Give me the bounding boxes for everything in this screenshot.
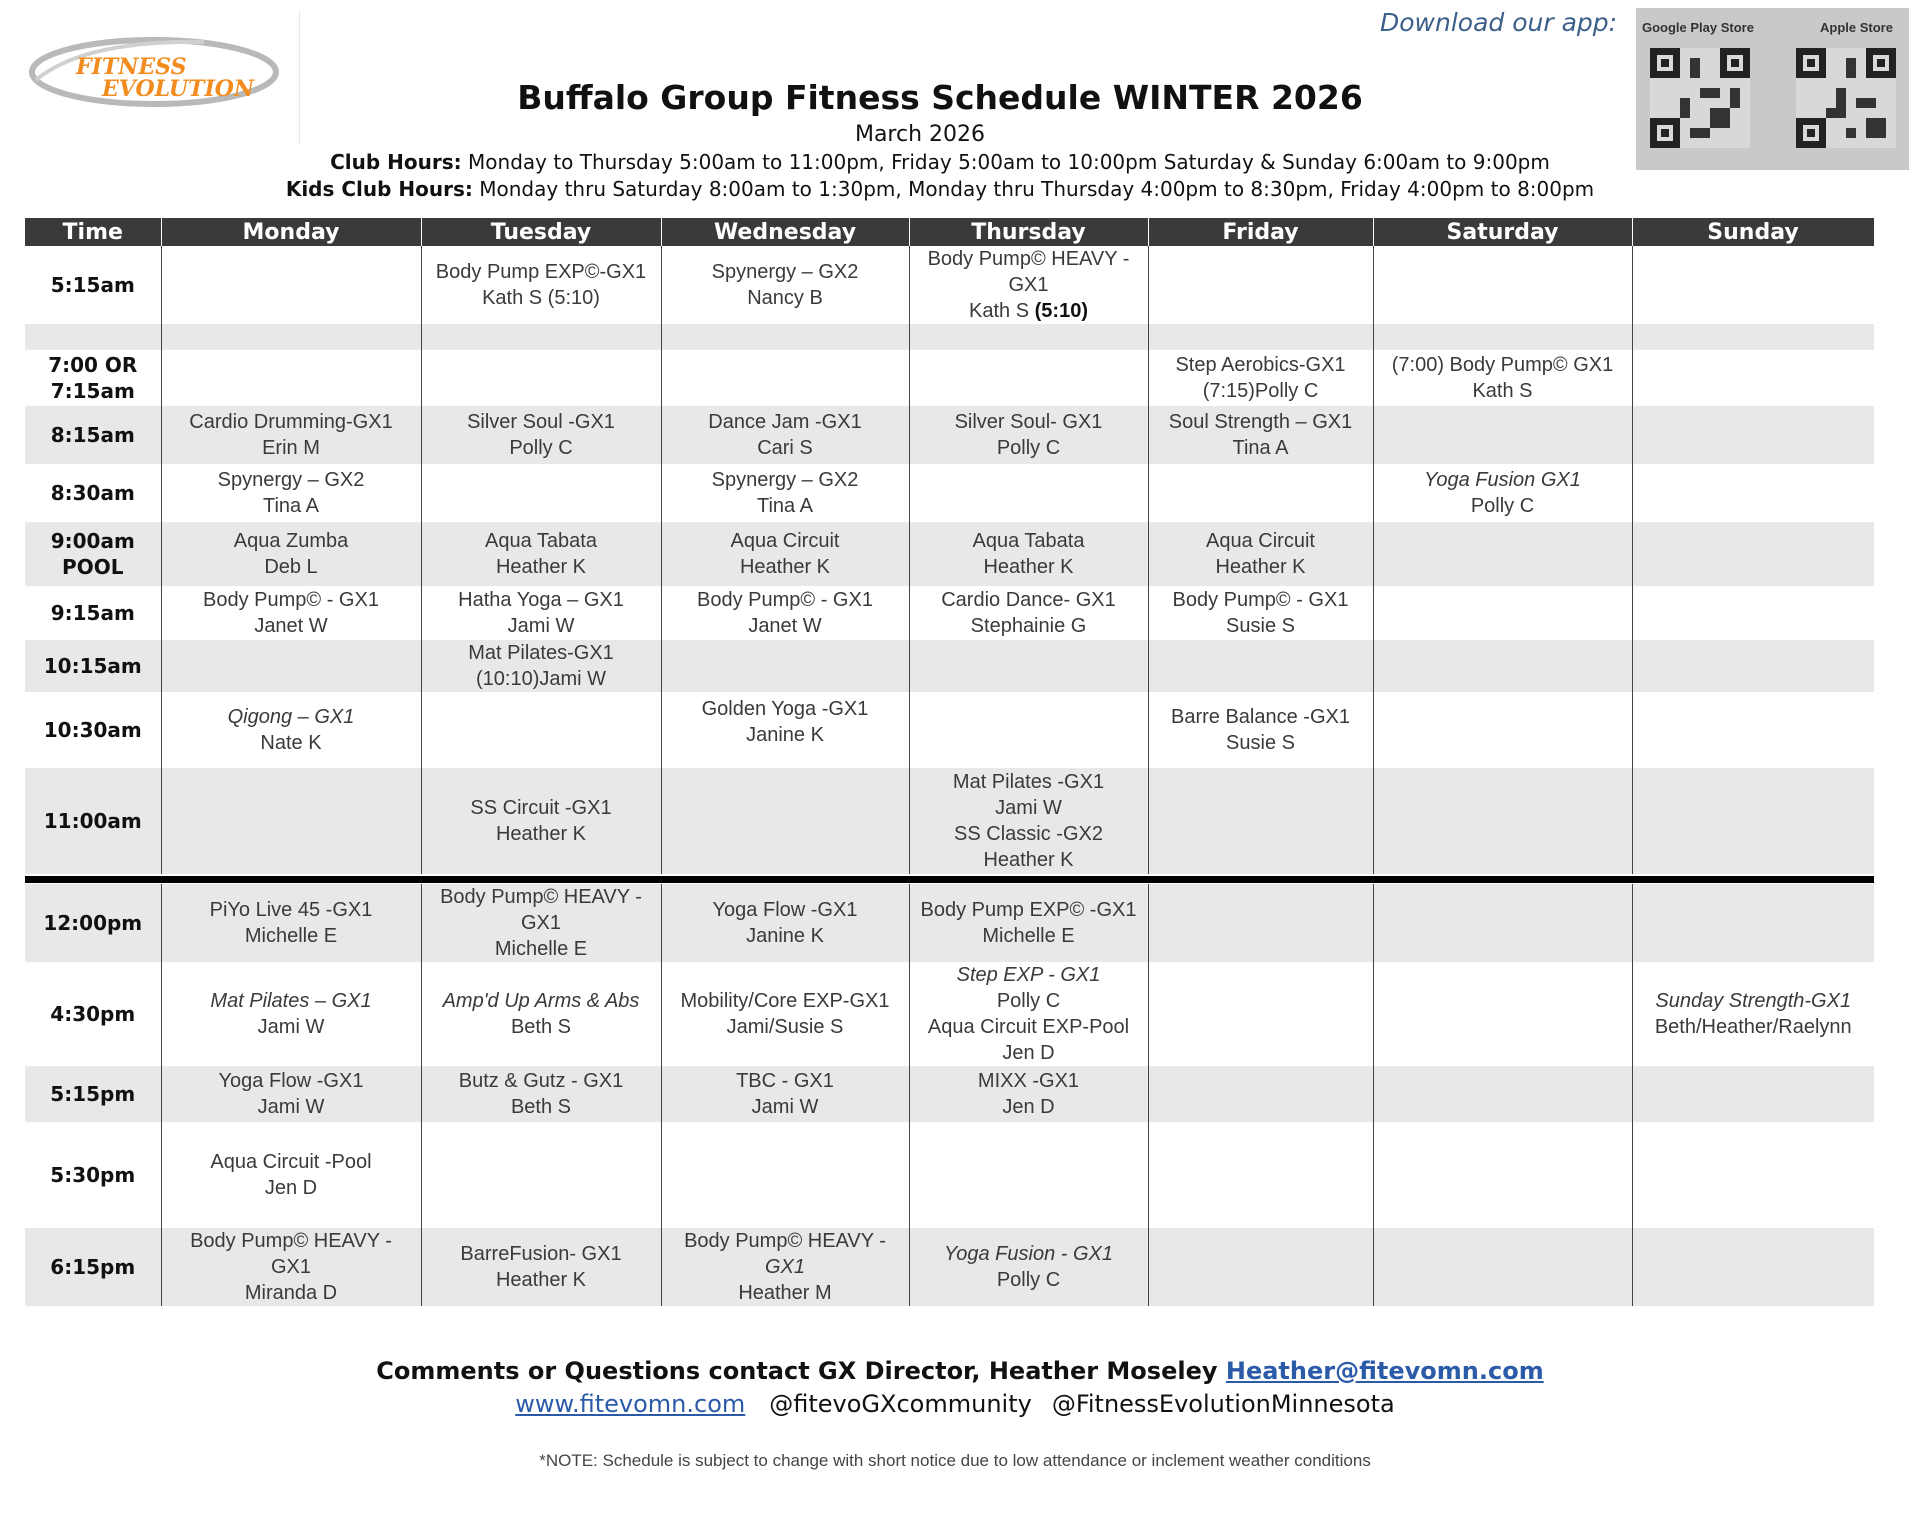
page-subtitle: March 2026 [854, 122, 986, 147]
time-cell: 9:00am POOL [25, 522, 161, 586]
class-name: Silver Soul -GX1 [467, 411, 615, 433]
col-header: Sunday [1632, 218, 1874, 246]
class-cell [421, 640, 661, 692]
instructor: Jen D [1002, 1096, 1055, 1118]
class-cell [421, 1122, 661, 1228]
class-name: Body Pump© - GX1 [203, 589, 379, 611]
email-link[interactable]: Heather@fitevomn.com [1225, 1357, 1544, 1385]
class-cell [1632, 768, 1874, 874]
class-cell [909, 692, 1148, 768]
class-cell [421, 1066, 661, 1122]
class-name: Soul Strength – GX1 [1168, 411, 1353, 433]
class-cell [161, 1122, 421, 1228]
class-cell [1373, 768, 1632, 874]
table-row [25, 464, 1874, 522]
class-cell [661, 1228, 909, 1306]
instructor: Erin M [262, 437, 320, 459]
contact-line [0, 1357, 1920, 1385]
time-cell: 4:30pm [25, 962, 161, 1066]
instructor: Cari S [757, 437, 813, 459]
class-cell [1632, 1066, 1874, 1122]
table-row [25, 692, 1874, 768]
class-name: Yoga Fusion GX1 [1424, 469, 1581, 491]
class-name: BarreFusion- GX1 [460, 1243, 622, 1265]
class-cell [1148, 768, 1373, 874]
class-cell [1632, 1122, 1874, 1228]
instructor: Michelle E [494, 938, 588, 960]
instructor: Heather K [495, 1269, 587, 1291]
time-cell: 12:00pm [25, 884, 161, 962]
class-cell [421, 522, 661, 586]
instructor: Michelle E [982, 925, 1075, 947]
class-name: Spynergy – GX2 [217, 469, 365, 491]
class-cell [909, 586, 1148, 640]
class-cell [661, 1122, 909, 1228]
class-name: Aqua Circuit EXP-Pool [927, 1016, 1130, 1038]
col-header: Wednesday [661, 218, 909, 246]
class-name: Amp'd Up Arms & Abs [442, 990, 640, 1012]
class-cell [909, 1228, 1148, 1306]
class-cell [421, 464, 661, 522]
class-cell [1373, 246, 1632, 324]
class-cell [909, 1066, 1148, 1122]
class-name: Mat Pilates-GX1 [468, 642, 614, 664]
class-cell [909, 406, 1148, 464]
class-cell [1632, 464, 1874, 522]
instructor: Beth S [510, 1016, 572, 1038]
instructor: Kath S [969, 300, 1035, 322]
class-cell [909, 1122, 1148, 1228]
class-cell [421, 406, 661, 464]
class-cell [1148, 962, 1373, 1066]
instructor: Miranda D [244, 1282, 338, 1304]
time-cell: 5:15pm [25, 1066, 161, 1122]
class-cell [1148, 406, 1373, 464]
table-row [25, 406, 1874, 464]
class-cell [161, 522, 421, 586]
class-name: Step EXP - GX1 [956, 964, 1101, 986]
class-cell [161, 350, 421, 406]
class-name: Body Pump© HEAVY - [190, 1230, 392, 1252]
class-name: Body Pump© HEAVY - [684, 1230, 886, 1252]
class-name: Qigong – GX1 [227, 706, 355, 728]
class-cell [421, 768, 661, 874]
schedule-table [25, 218, 1875, 1306]
class-cell [1373, 1066, 1632, 1122]
instructor: Heather M [738, 1282, 832, 1304]
class-cell [661, 406, 909, 464]
class-name: Aqua Zumba [233, 530, 349, 552]
instructor: Janet W [254, 615, 328, 637]
class-cell [161, 768, 421, 874]
time-cell: 10:15am [25, 640, 161, 692]
class-cell [661, 884, 909, 962]
instructor: Nate K [260, 732, 322, 754]
class-cell [161, 1228, 421, 1306]
noon-divider [25, 874, 1874, 884]
club-hours [0, 150, 1880, 174]
instructor: Susie S [1226, 615, 1295, 637]
class-cell [161, 640, 421, 692]
class-cell [1148, 246, 1373, 324]
time-cell: 11:00am [25, 768, 161, 874]
class-name: MIXX -GX1 [977, 1070, 1080, 1092]
class-cell [1373, 406, 1632, 464]
class-cell [1632, 1228, 1874, 1306]
instructor: Jen D [1002, 1042, 1055, 1064]
kids-club-hours [0, 177, 1880, 201]
class-cell [661, 350, 909, 406]
class-cell [1632, 522, 1874, 586]
class-cell [161, 586, 421, 640]
instructor: Polly C [996, 437, 1061, 459]
svg-text:FITNESS: FITNESS [76, 54, 187, 80]
time-cell: 8:30am [25, 464, 161, 522]
instructor: Heather K [1215, 556, 1306, 578]
class-cell [421, 350, 661, 406]
instructor: Tina A [1232, 437, 1289, 459]
col-header: Monday [161, 218, 421, 246]
class-cell [1632, 406, 1874, 464]
table-row [25, 1122, 1874, 1228]
table-row [25, 522, 1874, 586]
instructor: Jami W [507, 615, 575, 637]
class-name: Body Pump© HEAVY - [927, 248, 1130, 270]
class-cell [421, 962, 661, 1066]
class-name: GX1 [764, 1256, 806, 1278]
time-cell: 9:15am [25, 586, 161, 640]
header-row [25, 218, 1874, 246]
class-cell [1632, 246, 1874, 324]
instructor: Janine K [746, 925, 824, 947]
class-name: SS Circuit -GX1 [470, 797, 612, 819]
instructor: Heather K [739, 556, 831, 578]
gx-community-handle: @fitevoGXcommunity [769, 1390, 1032, 1418]
instructor: Nancy B [747, 287, 823, 309]
class-name: GX1 [1008, 274, 1049, 296]
class-cell [909, 768, 1148, 874]
class-name: Yoga Flow -GX1 [712, 899, 858, 921]
class-cell [1148, 586, 1373, 640]
col-header: Saturday [1373, 218, 1632, 246]
class-cell [161, 464, 421, 522]
class-cell [161, 962, 421, 1066]
class-cell [1632, 692, 1874, 768]
table-row [25, 1228, 1874, 1306]
table-row [25, 962, 1874, 1066]
class-name: Mat Pilates -GX1 [952, 771, 1105, 793]
class-cell [1373, 692, 1632, 768]
table-row [25, 350, 1874, 406]
col-header: Time [25, 218, 161, 246]
instructor: Kath S (5:10) [482, 287, 600, 309]
class-name: SS Classic -GX2 [954, 823, 1103, 845]
table-row [25, 884, 1874, 962]
class-cell [909, 350, 1148, 406]
table-row [25, 246, 1874, 324]
kids-hours-label: Kids Club Hours: [285, 177, 473, 201]
instructor: Heather K [983, 556, 1074, 578]
class-name: Cardio Drumming-GX1 [189, 411, 393, 433]
class-cell [909, 522, 1148, 586]
class-name: Golden Yoga -GX1 [701, 698, 869, 720]
instructor: Janet W [748, 615, 822, 637]
instructor: Jami W [257, 1096, 325, 1118]
class-name: Body Pump EXP© -GX1 [920, 899, 1137, 921]
class-cell [1632, 884, 1874, 962]
class-cell [1148, 884, 1373, 962]
class-name: Aqua Tabata [972, 530, 1085, 552]
table-row [25, 1066, 1874, 1122]
instructor: Susie S [1226, 732, 1295, 754]
contact-text: Comments or Questions contact GX Director, Heather Moseley [376, 1357, 1226, 1385]
class-cell [1373, 884, 1632, 962]
instructor: Jami/Susie S [726, 1016, 844, 1038]
class-name: Barre Balance -GX1 [1171, 706, 1350, 728]
spacer-row [25, 324, 1874, 350]
instructor: Janine K [746, 724, 824, 746]
page-title: Buffalo Group Fitness Schedule WINTER 2026 [517, 78, 1363, 117]
instructor: Jen D [264, 1177, 318, 1199]
instructor: Tina A [757, 495, 813, 517]
instructor: Deb L [264, 556, 318, 578]
instructor: Heather K [495, 823, 587, 845]
instructor: Tina A [263, 495, 319, 517]
time-cell: 5:30pm [25, 1122, 161, 1228]
class-cell [1148, 350, 1373, 406]
class-cell [1632, 640, 1874, 692]
class-cell [1148, 1228, 1373, 1306]
class-cell [661, 246, 909, 324]
class-cell [161, 1066, 421, 1122]
google-play-label: Google Play Store [1642, 20, 1754, 35]
table-row [25, 640, 1874, 692]
class-cell [1148, 1066, 1373, 1122]
class-cell [161, 884, 421, 962]
class-cell [661, 692, 909, 768]
class-name: Sunday Strength-GX1 [1655, 990, 1852, 1012]
class-cell [1148, 640, 1373, 692]
download-app-label: Download our app: [1380, 8, 1618, 37]
class-name: Dance Jam -GX1 [708, 411, 862, 433]
club-hours-label: Club Hours: [330, 150, 462, 174]
class-cell [1148, 464, 1373, 522]
club-hours-text: Monday to Thursday 5:00am to 11:00pm, Friday 5:00am to 10:00pm Saturday & Sunday 6:00am to 9:00pm [461, 150, 1550, 174]
class-name: Aqua Circuit -Pool [210, 1151, 372, 1173]
class-cell [661, 522, 909, 586]
class-cell [421, 246, 661, 324]
time-cell: 7:00 OR 7:15am [25, 350, 161, 406]
class-cell [1148, 522, 1373, 586]
website-link[interactable]: www.fitevomn.com [515, 1390, 746, 1418]
class-cell [1148, 1122, 1373, 1228]
apple-store-label: Apple Store [1820, 20, 1893, 35]
class-cell [1373, 350, 1632, 406]
time-cell: 5:15am [25, 246, 161, 324]
instructor: Heather K [983, 849, 1074, 871]
start-time: (5:10) [1034, 300, 1088, 322]
class-name: Body Pump EXP©-GX1 [435, 261, 647, 283]
class-cell [1632, 962, 1874, 1066]
instructor: Stephainie G [970, 615, 1087, 637]
instructor: Michelle E [244, 925, 338, 947]
class-name: (7:00) Body Pump© GX1 [1391, 354, 1614, 376]
class-name: Yoga Flow -GX1 [218, 1070, 364, 1092]
class-cell [1373, 522, 1632, 586]
class-name: Body Pump© HEAVY - [440, 886, 642, 908]
class-cell [1373, 640, 1632, 692]
class-name: Spynergy – GX2 [711, 261, 859, 283]
time-cell: 6:15pm [25, 1228, 161, 1306]
class-cell [909, 640, 1148, 692]
class-cell [1632, 586, 1874, 640]
class-cell [661, 586, 909, 640]
class-name: Aqua Circuit [1206, 530, 1315, 552]
instructor: Polly C [1470, 495, 1535, 517]
class-name: Silver Soul- GX1 [954, 411, 1103, 433]
class-cell [909, 464, 1148, 522]
class-name: Cardio Dance- GX1 [941, 589, 1116, 611]
class-name: Aqua Tabata [485, 530, 597, 552]
class-name: Butz & Gutz - GX1 [458, 1070, 624, 1092]
class-cell [661, 1066, 909, 1122]
class-cell [661, 640, 909, 692]
class-cell [909, 962, 1148, 1066]
class-name: Mobility/Core EXP-GX1 [680, 990, 890, 1012]
class-name: Body Pump© - GX1 [1172, 589, 1349, 611]
class-cell [421, 586, 661, 640]
class-cell [421, 884, 661, 962]
table-row [25, 768, 1874, 874]
class-cell [1373, 464, 1632, 522]
divider-line [25, 876, 1874, 883]
instructor: Polly C [996, 990, 1061, 1012]
class-name: TBC - GX1 [736, 1070, 834, 1092]
class-cell [1373, 586, 1632, 640]
instructor: Polly C [509, 437, 573, 459]
class-cell [161, 692, 421, 768]
class-name: Body Pump© - GX1 [697, 589, 873, 611]
svg-text:EVOLUTION: EVOLUTION [102, 76, 255, 102]
table-row [25, 586, 1874, 640]
class-name: Spynergy – GX2 [711, 469, 859, 491]
class-cell [661, 464, 909, 522]
social-line [0, 1390, 1910, 1418]
instructor: Beth/Heather/Raelynn [1654, 1016, 1852, 1038]
class-cell [161, 246, 421, 324]
class-cell [421, 692, 661, 768]
class-name: Mat Pilates – GX1 [210, 990, 372, 1012]
class-cell [909, 884, 1148, 962]
class-cell [1373, 1122, 1632, 1228]
class-cell [1632, 350, 1874, 406]
instructor: Kath S [1472, 380, 1533, 402]
instructor: Jami W [257, 1016, 325, 1038]
class-name: Step Aerobics-GX1 [1175, 354, 1346, 376]
class-name: GX1 [520, 912, 562, 934]
class-cell [421, 1228, 661, 1306]
class-name: Aqua Circuit [730, 530, 840, 552]
schedule-note: *NOTE: Schedule is subject to change with short notice due to low attendance or inclement weather conditions [539, 1451, 1371, 1470]
class-cell [661, 768, 909, 874]
class-name: GX1 [270, 1256, 312, 1278]
fitness-evolution-handle: @FitnessEvolutionMinnesota [1051, 1390, 1395, 1418]
col-header: Friday [1148, 218, 1373, 246]
col-header: Thursday [909, 218, 1148, 246]
instructor: (10:10)Jami W [475, 668, 607, 690]
class-name: Hatha Yoga – GX1 [458, 589, 624, 611]
instructor: Polly C [996, 1269, 1061, 1291]
class-cell [1373, 962, 1632, 1066]
class-cell [1148, 692, 1373, 768]
instructor: (7:15)Polly C [1202, 380, 1319, 402]
class-cell [909, 246, 1148, 324]
time-cell: 10:30am [25, 692, 161, 768]
class-name: PiYo Live 45 -GX1 [209, 899, 373, 921]
kids-hours-text: Monday thru Saturday 8:00am to 1:30pm, Monday thru Thursday 4:00pm to 8:30pm, Friday 4:00pm to 8:00pm [472, 177, 1595, 201]
instructor: Heather K [495, 556, 587, 578]
col-header: Tuesday [421, 218, 661, 246]
instructor: Beth S [510, 1096, 572, 1118]
instructor: Jami W [751, 1096, 819, 1118]
time-cell: 8:15am [25, 406, 161, 464]
class-cell [661, 962, 909, 1066]
class-cell [1373, 1228, 1632, 1306]
class-cell [161, 406, 421, 464]
class-name: Yoga Fusion - GX1 [944, 1243, 1113, 1265]
instructor: Jami W [995, 797, 1062, 819]
